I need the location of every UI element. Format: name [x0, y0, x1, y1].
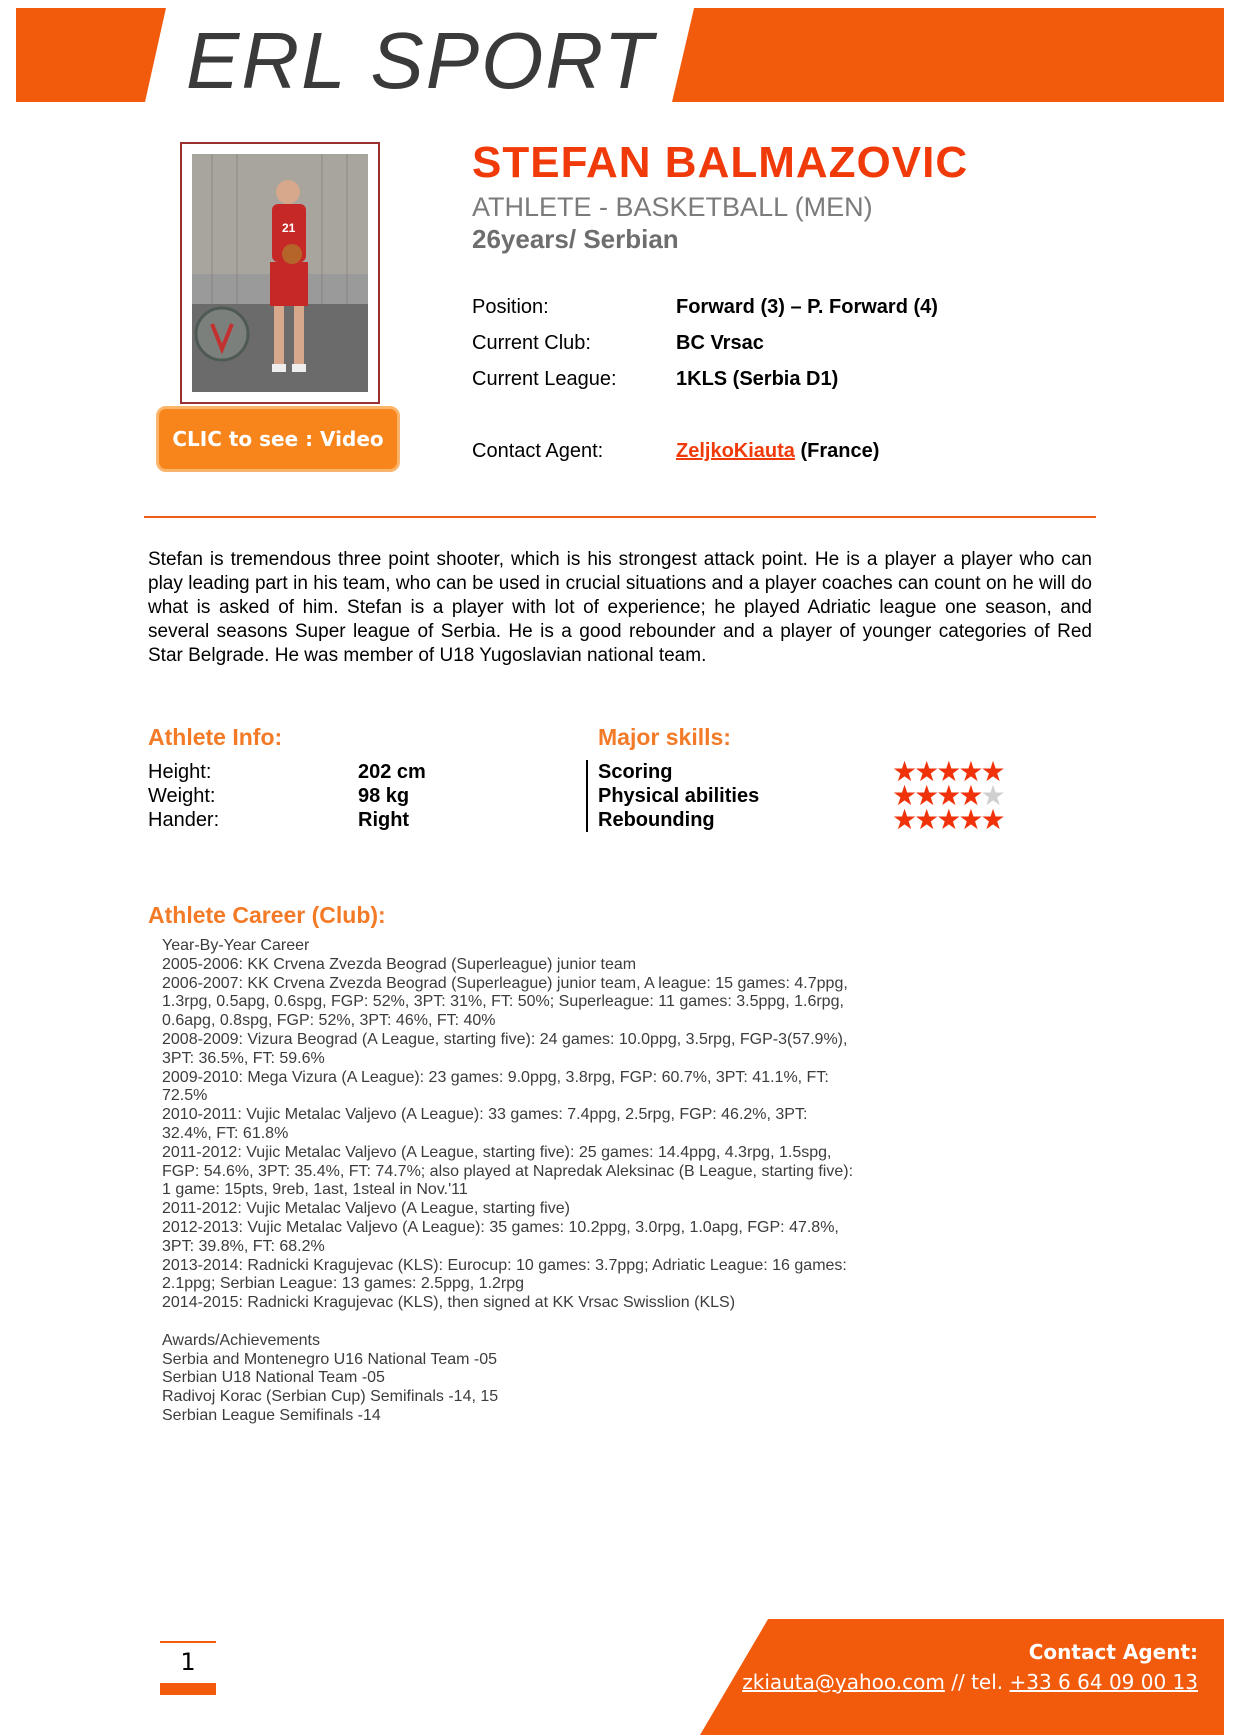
- info-value: 98 kg: [358, 785, 410, 807]
- skill-label: Rebounding: [598, 809, 715, 831]
- brand-logo: ERL SPORT: [186, 16, 655, 105]
- star-filled-icon: ★: [892, 804, 915, 835]
- info-label: Hander:: [148, 809, 220, 831]
- skill-rating-stars: [892, 804, 1003, 835]
- star-filled-icon: ★: [958, 804, 981, 835]
- agent-country: (France): [800, 440, 880, 462]
- athlete-info-table: [148, 760, 548, 832]
- detail-value: Forward (3) – P. Forward (4): [676, 296, 938, 318]
- career-line: 2.1ppg; Serbian League: 13 games: 2.5ppg, 1.2rpg: [162, 1275, 525, 1293]
- award-item: Serbian U18 National Team -05: [162, 1369, 385, 1387]
- career-line: 32.4%, FT: 61.8%: [162, 1124, 289, 1142]
- detail-value: BC Vrsac: [676, 332, 764, 354]
- star-filled-icon: ★: [980, 756, 1003, 787]
- career-line: 2009-2010: Mega Vizura (A League): 23 games: 9.0ppg, 3.8rpg, FGP: 60.7%, 3PT: 41.1%, FT:: [162, 1068, 829, 1086]
- section-divider: [144, 516, 1096, 518]
- star-filled-icon: ★: [892, 780, 915, 811]
- award-item: Serbia and Montenegro U16 National Team -05: [162, 1350, 498, 1368]
- athlete-role: ATHLETE - BASKETBALL (MEN): [472, 192, 873, 222]
- career-line: 0.6apg, 0.8spg, FGP: 52%, 3PT: 46%, FT: 40%: [162, 1012, 496, 1030]
- athlete-photo-illustration: [192, 154, 368, 392]
- star-filled-icon: ★: [914, 804, 937, 835]
- detail-label: Current Club:: [472, 332, 591, 354]
- star-filled-icon: ★: [936, 756, 959, 787]
- athlete-bio: Stefan is tremendous three point shooter, which is his strongest attack point. He is a player a player who can play leading part in his team, who can be used in crucial situations and a player coaches can count on he will do what is asked of him. Stefan is a player with lot of experience; he played Adriatic league one season, and several seasons Super league of Serbia. He is a good rebounder and a player of younger categories of Red Star Belgrade. He was member of U18 Yugoslavian national team.: [148, 549, 1092, 666]
- star-filled-icon: ★: [958, 756, 981, 787]
- star-filled-icon: ★: [936, 780, 959, 811]
- footer-phone-link[interactable]: +33 6 64 09 00 13: [1009, 1670, 1198, 1694]
- career-title: Athlete Career (Club):: [148, 902, 386, 928]
- star-filled-icon: ★: [980, 804, 1003, 835]
- info-label: Height:: [148, 761, 212, 783]
- career-line: 72.5%: [162, 1087, 208, 1105]
- contact-value: [676, 440, 879, 463]
- page-number: 1: [180, 1648, 196, 1676]
- info-value: 202 cm: [358, 761, 426, 783]
- star-filled-icon: ★: [914, 780, 937, 811]
- career-line: FGP: 54.6%, 3PT: 35.4%, FT: 74.7%; also played at Napredak Aleksinac (B League, starting five):: [162, 1162, 854, 1180]
- award-item: Serbian League Semifinals -14: [162, 1406, 381, 1424]
- skill-label: Scoring: [598, 761, 673, 783]
- footer-separator: // tel.: [944, 1670, 1010, 1694]
- career-line: 2013-2014: Radnicki Kragujevac (KLS): Eurocup: 10 games: 3.7ppg; Adriatic League: 16 games:: [162, 1256, 847, 1274]
- career-line: 2010-2011: Vujic Metalac Valjevo (A League): 33 games: 7.4ppg, 2.5rpg, FGP: 46.2%, 3PT:: [162, 1106, 808, 1124]
- career-line: 2011-2012: Vujic Metalac Valjevo (A League, starting five): [162, 1200, 570, 1218]
- detail-contact-agent: [472, 440, 1172, 464]
- career-line: 1 game: 15pts, 9reb, 1ast, 1steal in Nov.'11: [162, 1181, 468, 1199]
- athlete-photo: [192, 154, 368, 392]
- info-value: Right: [358, 809, 410, 831]
- career-line: 3PT: 36.5%, FT: 59.6%: [162, 1049, 325, 1067]
- footer-contact-details: [742, 1670, 1198, 1694]
- detail-label: Current League:: [472, 368, 617, 390]
- info-label: Weight:: [148, 785, 216, 807]
- page-number-rule: [160, 1641, 216, 1643]
- career-line: 2012-2013: Vujic Metalac Valjevo (A League): 35 games: 10.2ppg, 3.0rpg, 1.0apg, FGP: 47.8%,: [162, 1218, 839, 1236]
- career-line: 1.3rpg, 0.5apg, 0.6spg, FGP: 52%, 3PT: 31%, FT: 50%; Superleague: 11 games: 3.5ppg, 1.6rpg,: [162, 993, 844, 1011]
- star-filled-icon: ★: [914, 756, 937, 787]
- athlete-photo-frame: [180, 142, 380, 404]
- career-line: 2005-2006: KK Crvena Zvezda Beograd (Superleague) junior team: [162, 955, 637, 973]
- skills-divider: [586, 760, 588, 832]
- career-line: 2008-2009: Vizura Beograd (A League, starting five): 24 games: 10.0ppg, 3.5rpg, FGP-3(57.9%),: [162, 1030, 848, 1048]
- info-row-height: [148, 760, 548, 784]
- career-line: 2006-2007: KK Crvena Zvezda Beograd (Superleague) junior team, A league: 15 games: 4.7ppg,: [162, 974, 848, 992]
- skill-row-rebounding: [598, 804, 1038, 835]
- page-number-bar: [160, 1683, 216, 1695]
- award-item: Radivoj Korac (Serbian Cup) Semifinals -14, 15: [162, 1388, 499, 1406]
- career-line: 2011-2012: Vujic Metalac Valjevo (A League, starting five): 25 games: 14.4ppg, 4.3rpg, 1.5spg,: [162, 1143, 832, 1161]
- star-filled-icon: ★: [892, 756, 915, 787]
- star-empty-icon: ★: [980, 780, 1003, 811]
- career-line: 3PT: 39.8%, FT: 68.2%: [162, 1237, 325, 1255]
- footer-contact-title: Contact Agent:: [1028, 1640, 1198, 1664]
- detail-current-league: [472, 368, 1172, 392]
- agent-link[interactable]: ZeljkoKiauta: [676, 440, 795, 462]
- star-filled-icon: ★: [958, 780, 981, 811]
- header-accent-right: [672, 8, 1224, 102]
- major-skills-title: Major skills:: [598, 724, 731, 750]
- career-history: [162, 937, 922, 1426]
- athlete-name: STEFAN BALMAZOVIC: [472, 138, 969, 187]
- detail-label: Position:: [472, 296, 549, 318]
- contact-label: Contact Agent:: [472, 440, 604, 462]
- career-line: 2014-2015: Radnicki Kragujevac (KLS), then signed at KK Vrsac Swisslion (KLS): [162, 1294, 736, 1312]
- skill-label: Physical abilities: [598, 785, 760, 807]
- footer-email-link[interactable]: zkiauta@yahoo.com: [742, 1670, 945, 1694]
- detail-position: [472, 296, 1172, 320]
- athlete-age-nationality: 26years/ Serbian: [472, 224, 679, 254]
- info-row-hander: [148, 808, 548, 832]
- info-row-weight: [148, 784, 548, 808]
- star-filled-icon: ★: [936, 804, 959, 835]
- career-spacer: [162, 1313, 922, 1332]
- athlete-info-title: Athlete Info:: [148, 724, 283, 750]
- career-heading: Year-By-Year Career: [162, 937, 310, 954]
- header-accent-left: [16, 8, 166, 102]
- detail-current-club: [472, 332, 1172, 356]
- detail-value: 1KLS (Serbia D1): [676, 368, 839, 390]
- svg-text:21: 21: [282, 221, 296, 235]
- video-button[interactable]: CLIC to see : Video: [156, 406, 400, 472]
- awards-heading: Awards/Achievements: [162, 1331, 320, 1349]
- skills-table: [598, 756, 1038, 835]
